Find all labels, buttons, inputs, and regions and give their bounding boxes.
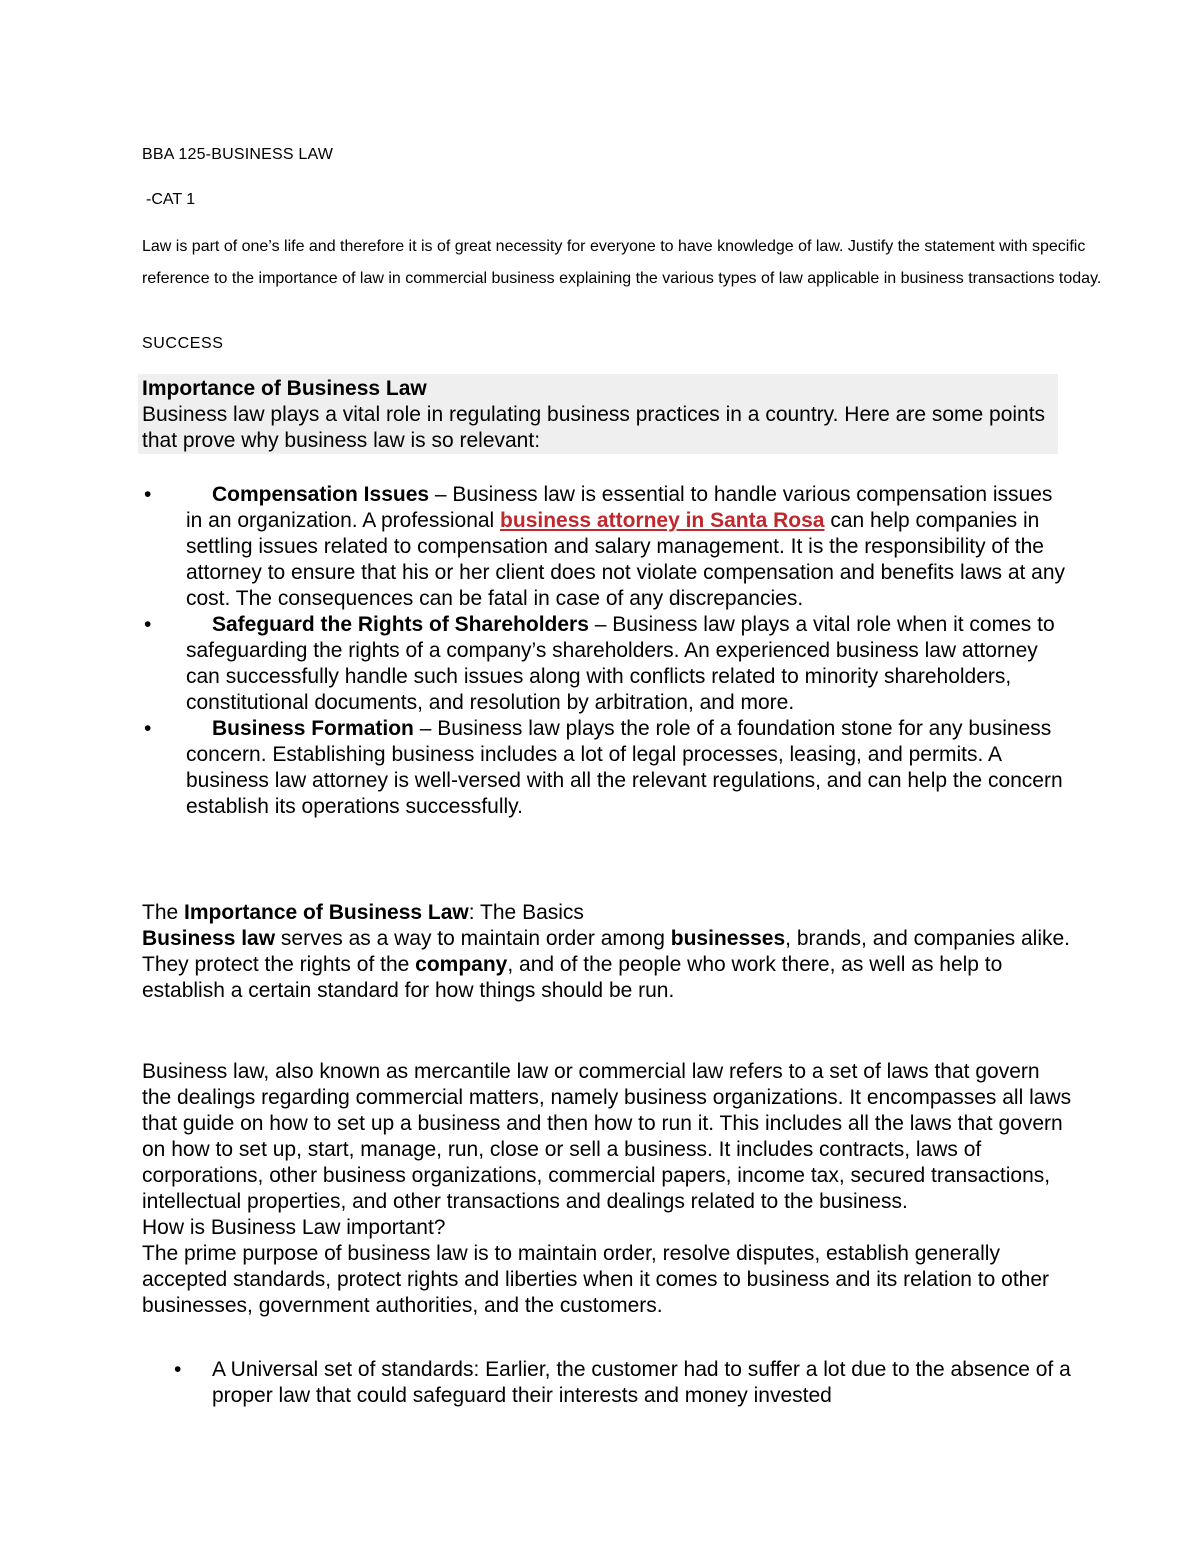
bold-text: Business law <box>142 927 276 950</box>
bullet-text: – Business law plays a vital role when it comes to safeguarding the rights of a company’s shareholders. An experienced business law attorney can successfully handle such issues along with conflicts related to minority shareholders, constitutional documents, and resolution by arbitration, and more. <box>186 613 1055 714</box>
success-label: SUCCESS <box>142 335 224 352</box>
bullet-icon: • <box>174 1358 182 1381</box>
standards-list <box>142 1357 1072 1409</box>
bullet-title: Business Formation <box>212 717 414 740</box>
bullet-text: – Business law is essential to handle various compensation issues in an organization. A professional <box>186 483 1053 532</box>
bullet-icon: • <box>144 483 152 506</box>
bullet-text: – Business law plays the role of a foundation stone for any business concern. Establishing business includes a lot of legal processes, leasing, and permits. A business law attorney is well-versed with all the relevant regulations, and can help the concern establish its operations successfully. <box>186 717 1063 818</box>
list-item <box>142 612 1072 716</box>
body-text: , brands, and companies alike. They protect the rights of the <box>142 927 1071 976</box>
bold-text: company <box>415 953 508 976</box>
body-text: serves as a way to maintain order among <box>275 927 671 950</box>
bullet-icon: • <box>144 613 152 636</box>
importance-list <box>142 482 1072 820</box>
body-text: , and of the people who work there, as well as help to establish a certain standard for how things should be run. <box>142 953 1003 1002</box>
question-text: Law is part of one’s life and therefore it is of great necessity for everyone to have knowledge of law. Justify the statement with specific reference to the importance of law in commercial business explaining the various types of law applicable in business transactions today. <box>142 238 1102 287</box>
cat-label: -CAT 1 <box>146 191 196 208</box>
course-title: BBA 125-BUSINESS LAW <box>142 146 334 163</box>
definition-paragraph: Business law, also known as mercantile law or commercial law refers to a set of laws that govern the dealings regarding commercial matters, namely business organizations. It encompasses all laws that guide on how to set up a business and then how to run it. This includes all the laws that govern on how to set up, start, manage, run, close or sell a business. It includes contracts, laws of corporations, other business organizations, commercial papers, income tax, secured transactions, intellectual properties, and other transactions and dealings related to the business. <box>142 1060 1072 1213</box>
bullet-text: can help companies in settling issues related to compensation and salary management. It is the responsibility of the attorney to ensure that his or her client does not violate compensation and benefits laws at any cost. The consequences can be fatal in case of any discrepancies. <box>186 509 1066 610</box>
importance-intro: Business law plays a vital role in regulating business practices in a country. Here are some points that prove why business law is so relevant: <box>142 403 1046 452</box>
list-item <box>142 482 1072 612</box>
bullet-text: A Universal set of standards: Earlier, the customer had to suffer a lot due to the absence of a proper law that could safeguard their interests and money invested <box>212 1358 1071 1407</box>
section-question: How is Business Law important? <box>142 1216 446 1239</box>
bold-text: businesses <box>670 927 786 950</box>
bullet-title: Compensation Issues <box>212 483 430 506</box>
attorney-link[interactable]: business attorney in Santa Rosa <box>500 509 825 532</box>
heading-text: The <box>142 901 185 924</box>
list-item <box>142 716 1072 820</box>
definition-section <box>142 1059 1072 1319</box>
basics-section <box>142 900 1072 1004</box>
bullet-title: Safeguard the Rights of Shareholders <box>212 613 589 636</box>
purpose-paragraph: The prime purpose of business law is to maintain order, resolve disputes, establish generally accepted standards, protect rights and liberties when it comes to business and its relation to other businesses, government authorities, and the customers. <box>142 1242 1049 1317</box>
importance-title: Importance of Business Law <box>142 377 427 400</box>
list-item <box>142 1357 1072 1409</box>
importance-box <box>138 374 1058 454</box>
heading-bold-text: Importance of Business Law <box>184 901 469 924</box>
bullet-icon: • <box>144 717 152 740</box>
basics-paragraph <box>142 926 1072 1004</box>
heading-text: : The Basics <box>468 901 584 924</box>
basics-heading <box>142 900 1072 926</box>
